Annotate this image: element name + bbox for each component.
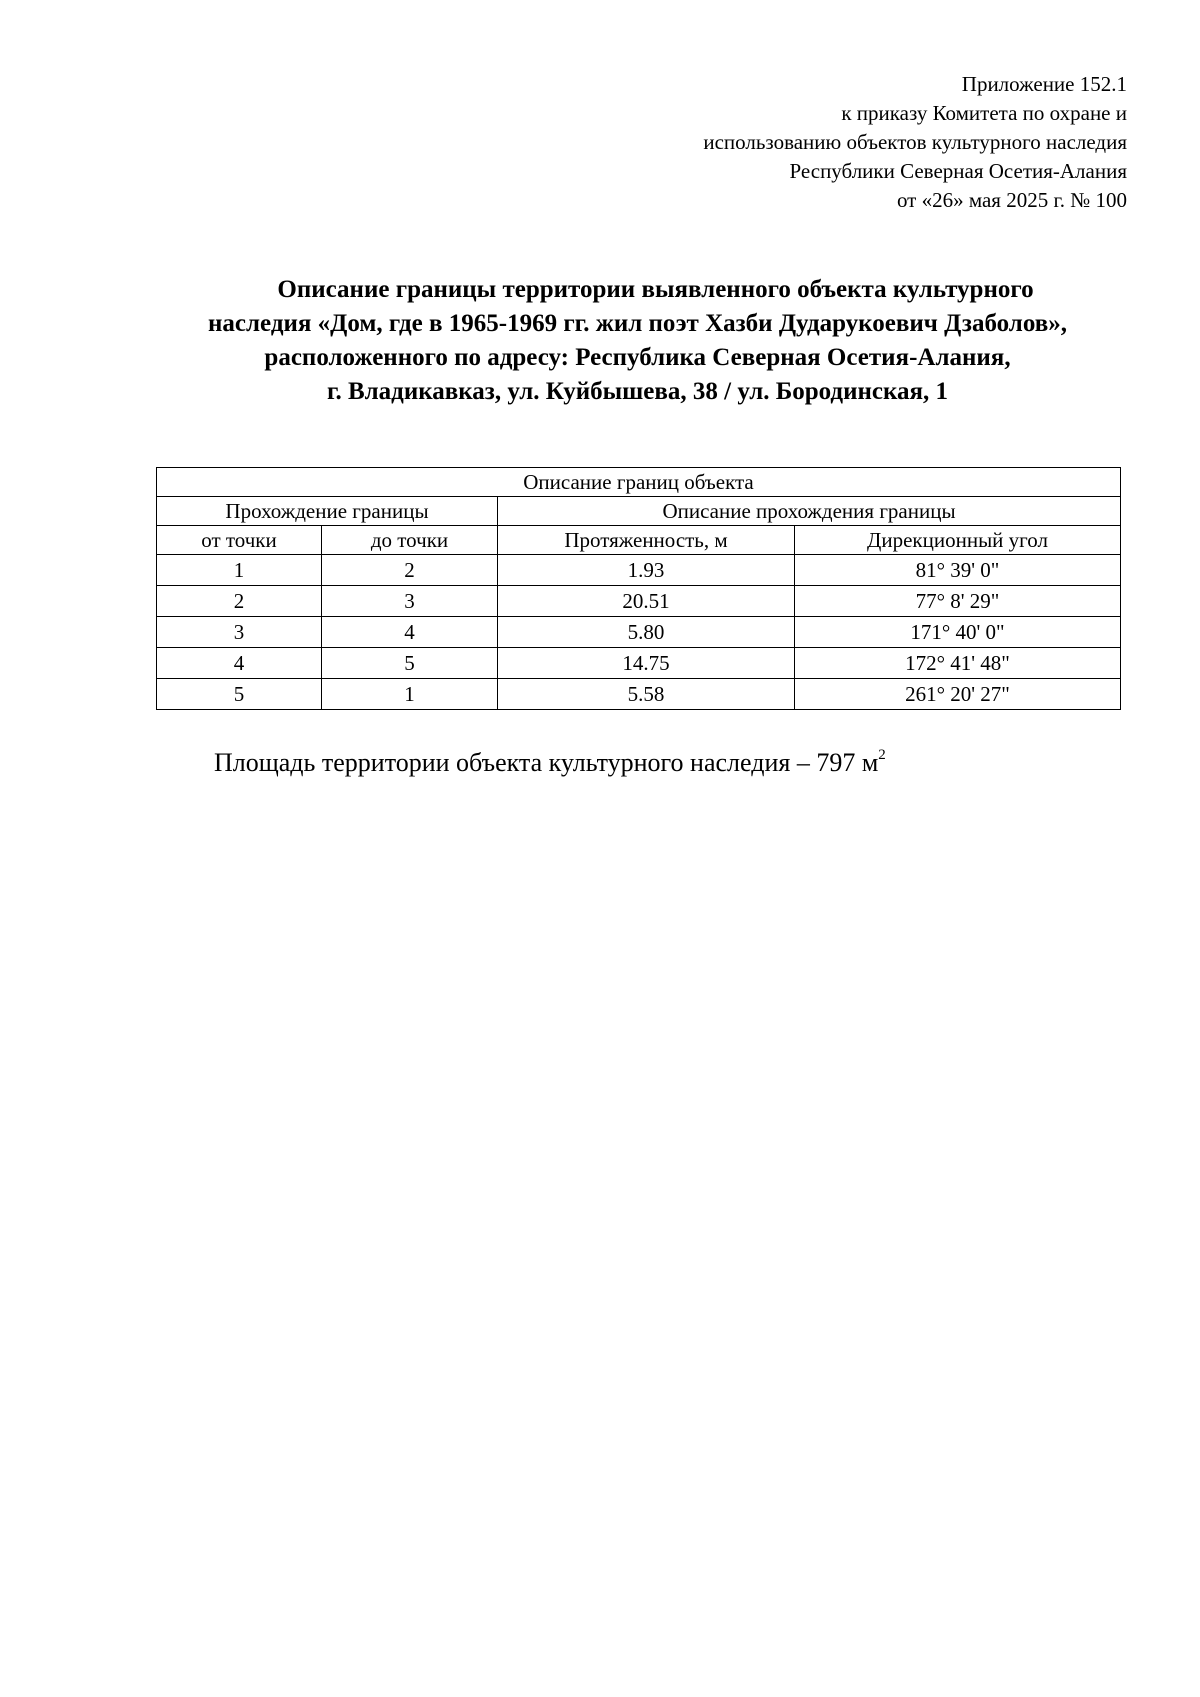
annex-committee: использованию объектов культурного наследия bbox=[703, 130, 1127, 154]
area-statement bbox=[214, 746, 886, 780]
table-caption-row bbox=[157, 468, 1121, 497]
cell-to: 3 bbox=[322, 586, 498, 617]
cell-angle: 261° 20' 27" bbox=[795, 679, 1121, 710]
cell-to: 1 bbox=[322, 679, 498, 710]
cell-from: 1 bbox=[157, 555, 322, 586]
cell-angle: 81° 39' 0" bbox=[795, 555, 1121, 586]
table-row bbox=[157, 617, 1121, 648]
title-line-3: расположенного по адресу: Республика Северная Осетия-Алания, bbox=[264, 344, 1011, 371]
cell-length: 5.58 bbox=[498, 679, 795, 710]
table-caption: Описание границ объекта bbox=[157, 468, 1121, 497]
boundary-table bbox=[156, 467, 1121, 710]
annex-date: от «26» мая 2025 г. № 100 bbox=[896, 188, 1127, 212]
annex-number: Приложение 152.1 bbox=[961, 72, 1127, 96]
title-line-2: наследия «Дом, где в 1965-1969 гг. жил поэт Хазби Дударукоевич Дзаболов», bbox=[208, 310, 1067, 337]
cell-angle: 77° 8' 29" bbox=[795, 586, 1121, 617]
table-row bbox=[157, 679, 1121, 710]
table-row bbox=[157, 586, 1121, 617]
cell-length: 5.80 bbox=[498, 617, 795, 648]
cell-angle: 172° 41' 48" bbox=[795, 648, 1121, 679]
document-title bbox=[150, 273, 1125, 409]
cell-from: 2 bbox=[157, 586, 322, 617]
cell-to: 4 bbox=[322, 617, 498, 648]
area-text: Площадь территории объекта культурного наследия – 797 м bbox=[214, 748, 879, 777]
cell-angle: 171° 40' 0" bbox=[795, 617, 1121, 648]
cell-length: 20.51 bbox=[498, 586, 795, 617]
area-unit-superscript: 2 bbox=[878, 747, 886, 763]
table-row bbox=[157, 648, 1121, 679]
cell-from: 5 bbox=[157, 679, 322, 710]
annex-order-ref: к приказу Комитета по охране и bbox=[841, 101, 1127, 125]
cell-from: 3 bbox=[157, 617, 322, 648]
title-line-1: Описание границы территории выявленного объекта культурного bbox=[277, 276, 1034, 303]
col-header-to: до точки bbox=[322, 526, 498, 555]
title-line-4: г. Владикавказ, ул. Куйбышева, 38 / ул. Бородинская, 1 bbox=[326, 378, 949, 405]
annex-republic: Республики Северная Осетия-Алания bbox=[789, 159, 1127, 183]
cell-to: 2 bbox=[322, 555, 498, 586]
table-group-row bbox=[157, 497, 1121, 526]
cell-length: 1.93 bbox=[498, 555, 795, 586]
cell-from: 4 bbox=[157, 648, 322, 679]
table-row bbox=[157, 555, 1121, 586]
group-header-description: Описание прохождения границы bbox=[498, 497, 1121, 526]
table-header-row bbox=[157, 526, 1121, 555]
col-header-length: Протяженность, м bbox=[498, 526, 795, 555]
col-header-angle: Дирекционный угол bbox=[795, 526, 1121, 555]
cell-to: 5 bbox=[322, 648, 498, 679]
group-header-passage: Прохождение границы bbox=[157, 497, 498, 526]
cell-length: 14.75 bbox=[498, 648, 795, 679]
annex-header bbox=[703, 70, 1127, 215]
col-header-from: от точки bbox=[157, 526, 322, 555]
